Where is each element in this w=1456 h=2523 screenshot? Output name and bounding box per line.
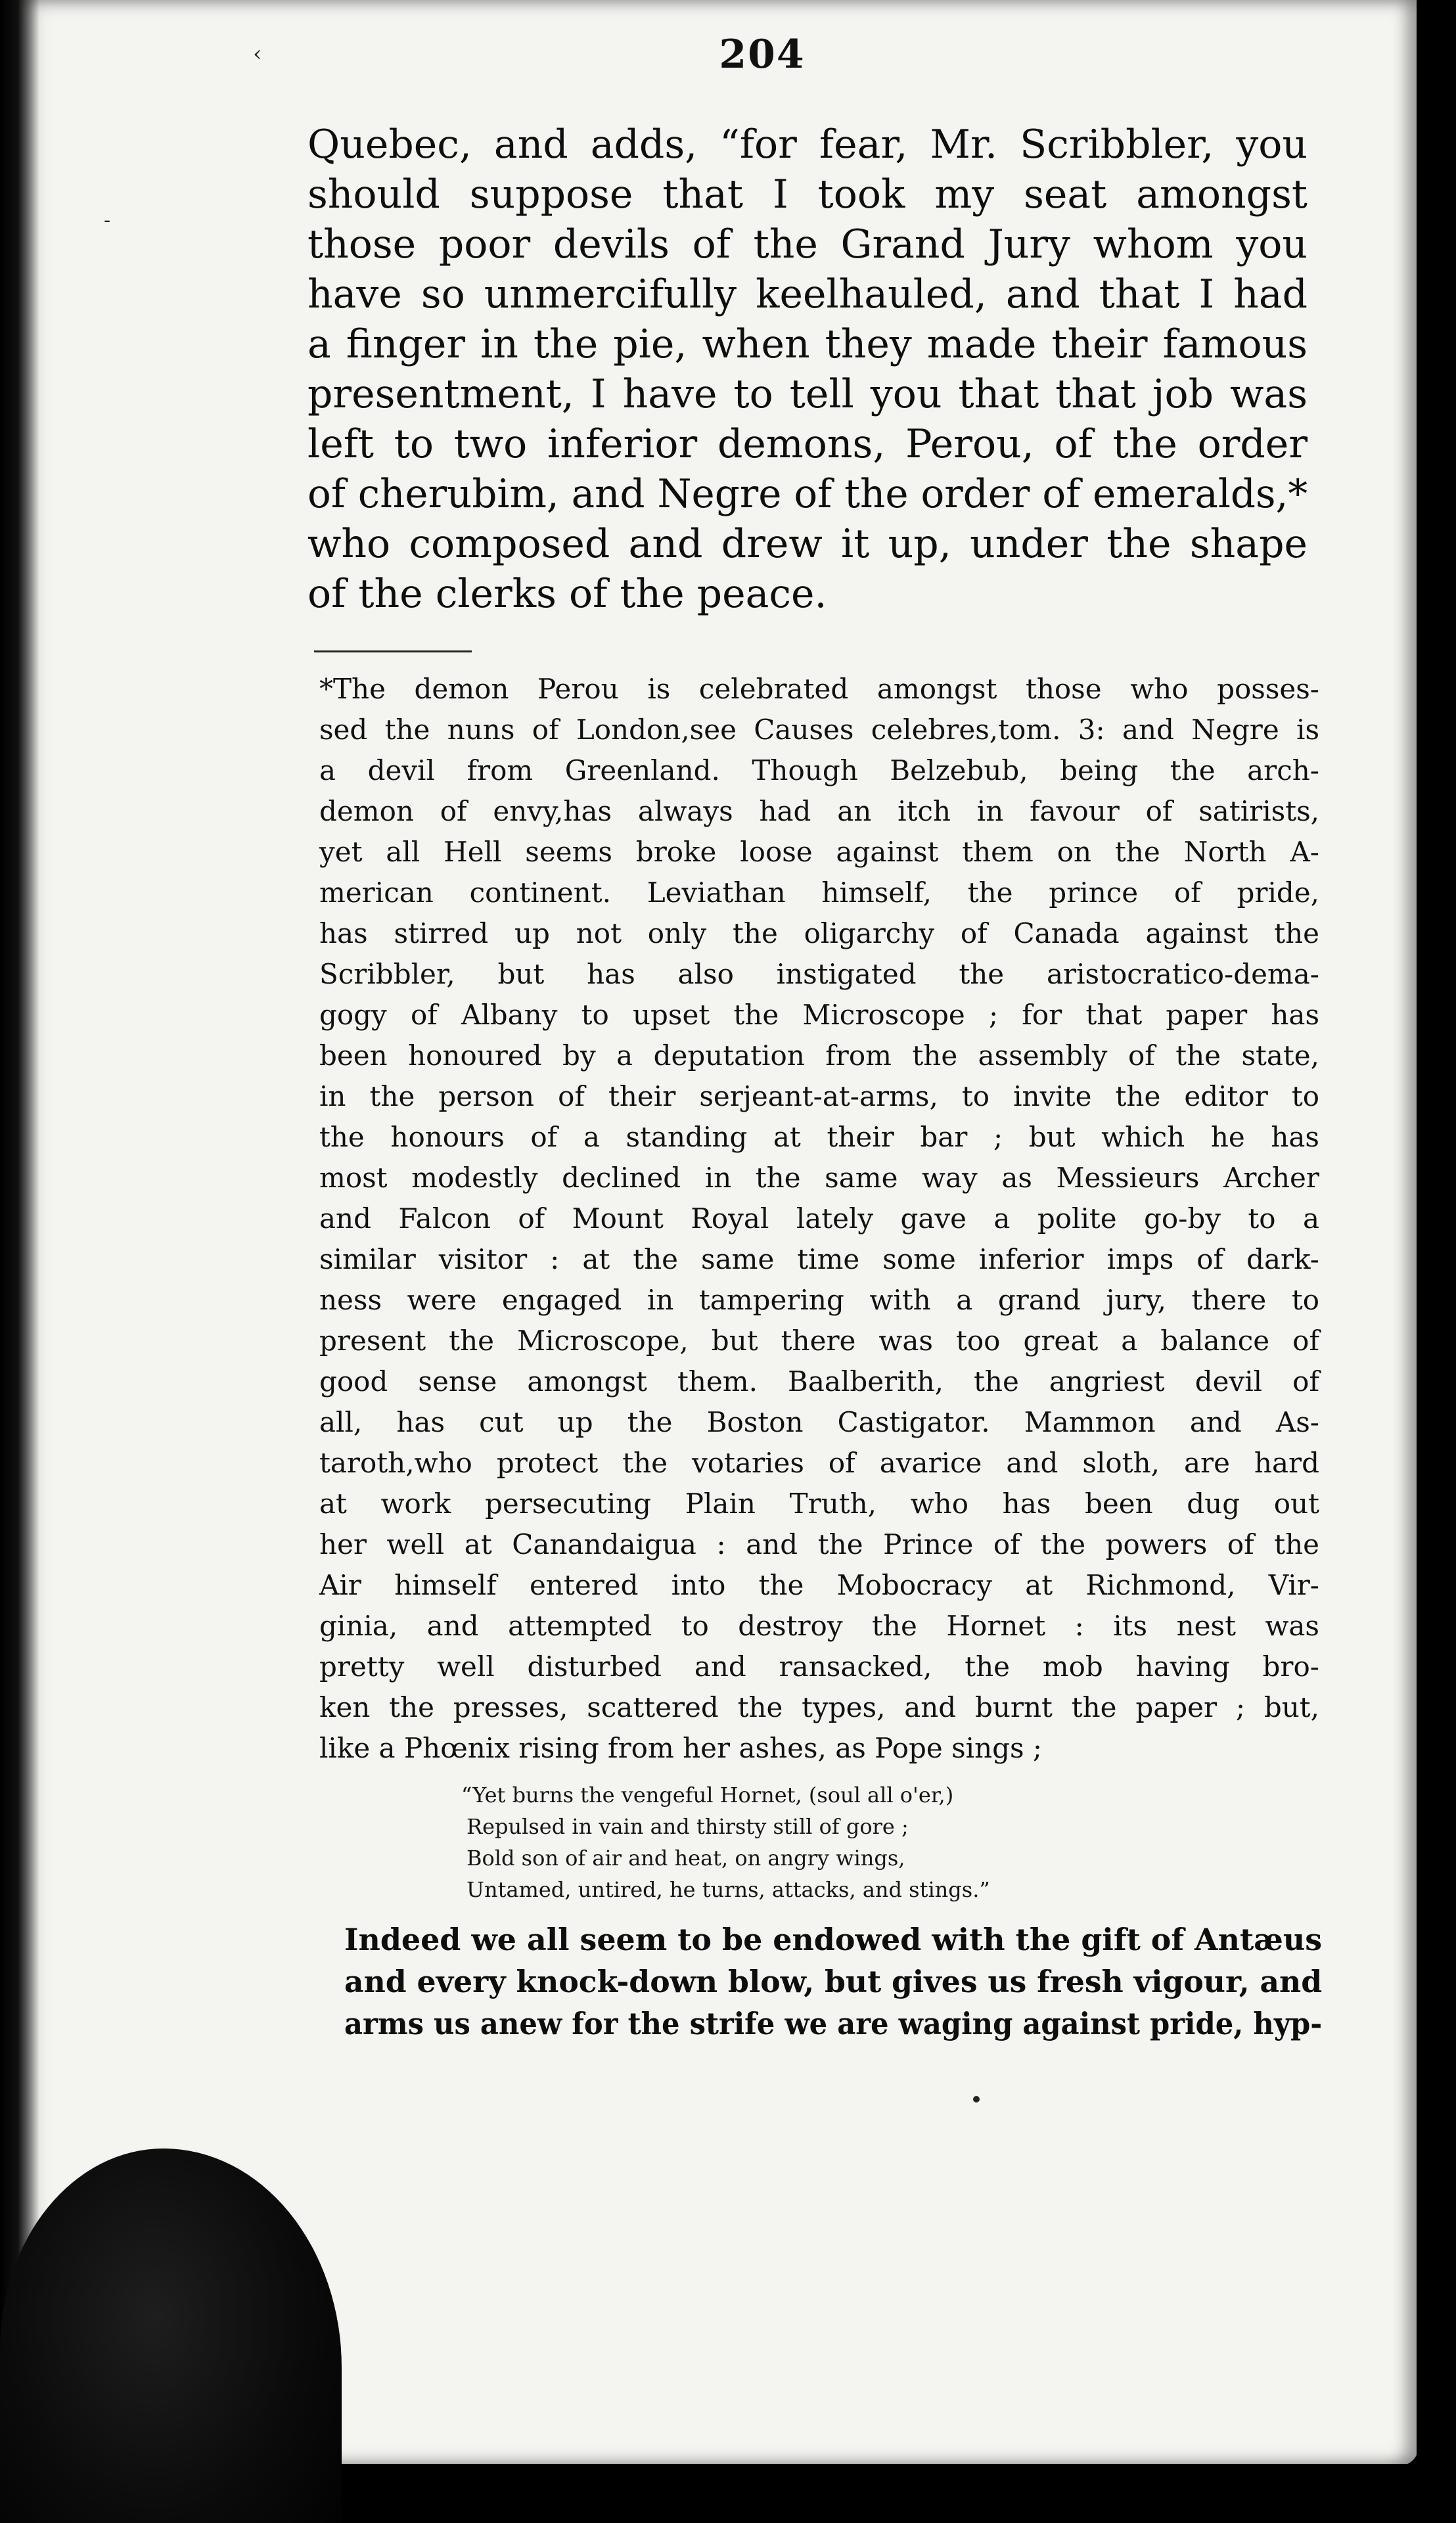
footnote-line: sed the nuns of London,see Causes celebres,tom. 3: and Negre is (319, 714, 1319, 746)
text-line: who composed and drew it up, under the shape (307, 521, 1308, 567)
right-edge-shadow (1417, 0, 1456, 2523)
text-line: have so unmercifully keelhauled, and that I had (307, 271, 1308, 317)
verse-quotation (461, 1779, 1283, 1905)
text-line: Quebec, and adds, “for fear, Mr. Scribbler, you (307, 122, 1308, 168)
footnote-line: at work persecuting Plain Truth, who has been dug out (319, 1488, 1319, 1520)
verse-line: Untamed, untired, he turns, attacks, and stings.” (466, 1877, 990, 1902)
gutter-shadow (0, 0, 39, 2523)
text-line: Indeed we all seem to be endowed with the gift of Antæus (344, 1922, 1323, 1957)
footnote-line: gogy of Albany to upset the Microscope ; for that paper has (319, 999, 1319, 1031)
footnote-line: has stirred up not only the oligarchy of Canada against the (319, 917, 1319, 949)
text-line: presentment, I have to tell you that that job was (307, 371, 1308, 417)
footnote-line: Air himself entered into the Mobocracy at Richmond, Vir- (319, 1569, 1319, 1601)
verse-line: Repulsed in vain and thirsty still of gore ; (466, 1814, 909, 1839)
ink-speck (973, 2096, 980, 2102)
footnote-line: ness were engaged in tampering with a grand jury, there to (319, 1284, 1319, 1316)
text-line: of the clerks of the peace. (307, 571, 827, 617)
footnote-line: and Falcon of Mount Royal lately gave a polite go-by to a (319, 1202, 1319, 1235)
verse-line: Bold son of air and heat, on angry wings, (466, 1846, 905, 1871)
footnote-line: her well at Canandaigua : and the Prince of the powers of the (319, 1528, 1319, 1560)
text-line: and every knock-down blow, but gives us fresh vigour, and (344, 1964, 1323, 1999)
footnote-line: all, has cut up the Boston Castigator. Mammon and As- (319, 1406, 1319, 1438)
text-line: arms us anew for the strife we are waging against pride, hyp- (344, 2006, 1323, 2041)
footnote-line: merican continent. Leviathan himself, the prince of pride, (319, 876, 1319, 909)
footnote-line: in the person of their serjeant-at-arms, to invite the editor to (319, 1080, 1319, 1112)
text-line: of cherubim, and Negre of the order of emeralds,* (307, 471, 1308, 517)
footnote-line: most modestly declined in the same way as Messieurs Archer (319, 1162, 1319, 1194)
text-line: should suppose that I took my seat amongst (307, 171, 1308, 217)
footnote-line: taroth,who protect the votaries of avarice and sloth, are hard (319, 1447, 1319, 1479)
footnote (319, 669, 1319, 1769)
footnote-line: like a Phœnix rising from her ashes, as Pope sings ; (319, 1732, 1043, 1764)
stray-mark: - (104, 209, 111, 232)
text-line: left to two inferior demons, Perou, of the order (307, 421, 1308, 467)
footnote-line: good sense amongst them. Baalberith, the angriest devil of (319, 1365, 1319, 1398)
footnote-line: pretty well disturbed and ransacked, the mob having bro- (319, 1650, 1319, 1683)
footnote-line: demon of envy,has always had an itch in favour of satirists, (319, 795, 1319, 827)
page-number: 204 (719, 32, 806, 78)
footnote-line: ken the presses, scattered the types, and burnt the paper ; but, (319, 1691, 1319, 1723)
footnote-line: the honours of a standing at their bar ; but which he has (319, 1121, 1319, 1153)
footnote-line: similar visitor : at the same time some inferior imps of dark- (319, 1243, 1319, 1275)
main-paragraph (307, 120, 1308, 619)
footnote-line: a devil from Greenland. Though Belzebub, being the arch- (319, 754, 1319, 786)
stray-mark: ‹ (253, 41, 262, 67)
footnote-line: Scribbler, but has also instigated the aristocratico-dema- (319, 958, 1319, 990)
footnote-line: ginia, and attempted to destroy the Hornet : its nest was (319, 1610, 1319, 1642)
footnote-line: *The demon Perou is celebrated amongst those who posses- (319, 673, 1319, 705)
text-line: a finger in the pie, when they made their famous (307, 321, 1308, 367)
continuation-paragraph (344, 1919, 1322, 2045)
verse-line: “Yet burns the vengeful Hornet, (soul all o'er,) (461, 1783, 954, 1807)
footnote-line: present the Microscope, but there was too great a balance of (319, 1325, 1319, 1357)
text-line: those poor devils of the Grand Jury whom you (307, 221, 1308, 267)
footnote-line: yet all Hell seems broke loose against them on the North A- (319, 836, 1319, 868)
footnote-line: been honoured by a deputation from the assembly of the state, (319, 1039, 1319, 1072)
footnote-rule (314, 650, 472, 652)
